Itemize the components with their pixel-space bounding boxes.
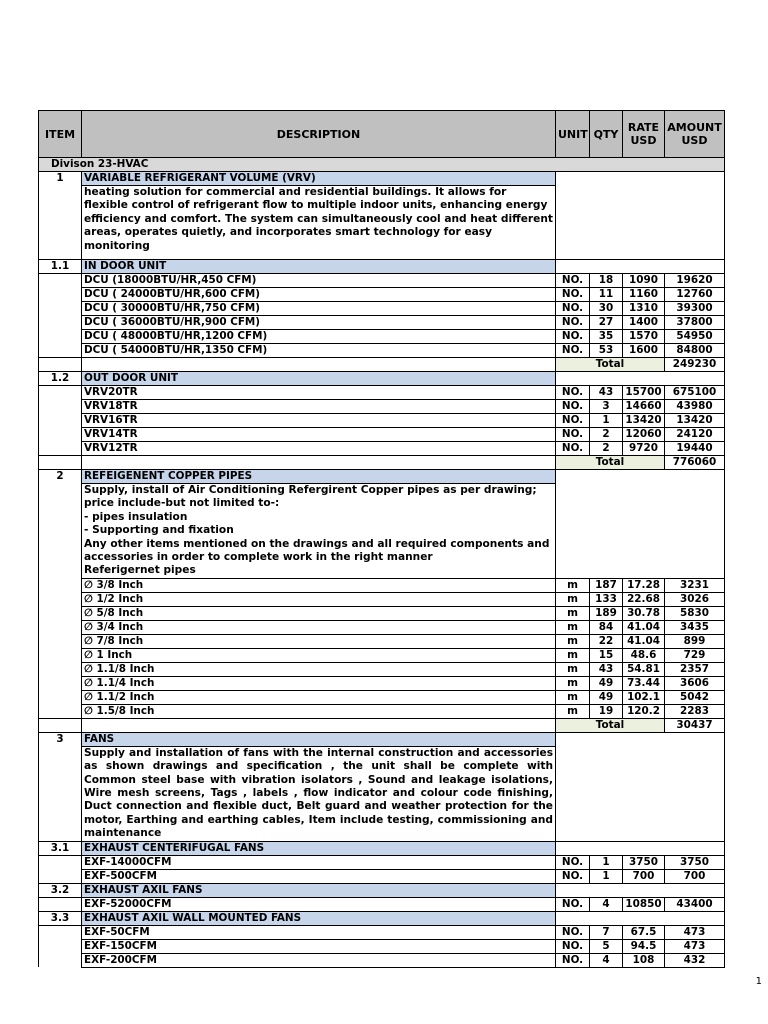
line-amount: 899	[665, 634, 725, 648]
line-amount: 2283	[665, 704, 725, 718]
line-qty: 4	[590, 897, 623, 911]
line-unit: NO.	[556, 330, 590, 344]
line-item-row	[39, 869, 725, 883]
item-number: 3.2	[39, 883, 82, 897]
line-rate: 1400	[623, 316, 665, 330]
section-description: Supply and installation of fans with the internal construction and accessories as shown drawings and specification , the unit shall be complete with Common steel base with vibration isolators , Sound and leakage isolations, Wire mesh screens, Tags , labels , flow indicator and colour code finishing, Duct connection and flexible duct, Belt guard and weather protection for the motor, Earthing and earthing cables, Item include testing, commissioning and maintenance	[82, 746, 556, 841]
line-amount: 43400	[665, 897, 725, 911]
item-number	[39, 400, 82, 414]
line-rate: 54.81	[623, 662, 665, 676]
item-number: 1.1	[39, 260, 82, 274]
line-item-row	[39, 953, 725, 967]
item-number	[39, 302, 82, 316]
item-number	[39, 274, 82, 288]
item-number: 3.1	[39, 841, 82, 855]
line-amount: 19440	[665, 442, 725, 456]
line-qty: 49	[590, 676, 623, 690]
line-unit: NO.	[556, 288, 590, 302]
line-description: ∅ 3/8 Inch	[82, 578, 556, 592]
description-row	[39, 746, 725, 841]
line-qty: 18	[590, 274, 623, 288]
blank-cell	[556, 883, 725, 897]
line-amount: 675100	[665, 386, 725, 400]
line-item-row	[39, 634, 725, 648]
line-qty: 53	[590, 344, 623, 358]
line-item-row	[39, 344, 725, 358]
line-rate: 700	[623, 869, 665, 883]
section-title-row	[39, 911, 725, 925]
header-unit: UNIT	[556, 111, 590, 158]
section-description-text: heating solution for commercial and residential buildings. It allows for flexible control of refrigerant flow to multiple indoor units, enhancing energy efficiency and comfort. The system can simultaneously cool and heat different areas, operates quietly, and incorporates smart technology for easy monitoring	[84, 186, 553, 252]
line-amount: 473	[665, 925, 725, 939]
line-unit: m	[556, 676, 590, 690]
line-qty: 2	[590, 428, 623, 442]
line-description: DCU ( 24000BTU/HR,600 CFM)	[82, 288, 556, 302]
line-rate: 3750	[623, 855, 665, 869]
line-amount: 473	[665, 939, 725, 953]
line-rate: 48.6	[623, 648, 665, 662]
line-description: ∅ 1.5/8 Inch	[82, 704, 556, 718]
blank-cell	[556, 172, 725, 186]
line-unit: m	[556, 634, 590, 648]
item-number	[39, 648, 82, 662]
item-number	[39, 442, 82, 456]
line-item-row	[39, 592, 725, 606]
line-description: ∅ 1 Inch	[82, 648, 556, 662]
header-qty: QTY	[590, 111, 623, 158]
item-number: 1	[39, 172, 82, 186]
line-amount: 19620	[665, 274, 725, 288]
line-item-row	[39, 316, 725, 330]
line-item-row	[39, 442, 725, 456]
total-label: Total	[556, 358, 665, 372]
line-qty: 27	[590, 316, 623, 330]
item-number	[39, 620, 82, 634]
line-amount: 24120	[665, 428, 725, 442]
line-unit: NO.	[556, 400, 590, 414]
line-item-row	[39, 939, 725, 953]
line-rate: 67.5	[623, 925, 665, 939]
section-title: EXHAUST CENTERIFUGAL FANS	[82, 841, 556, 855]
line-description: VRV20TR	[82, 386, 556, 400]
line-amount: 2357	[665, 662, 725, 676]
line-unit: m	[556, 578, 590, 592]
item-number	[39, 288, 82, 302]
item-number	[39, 358, 82, 372]
item-number	[39, 330, 82, 344]
line-rate: 41.04	[623, 634, 665, 648]
line-amount: 54950	[665, 330, 725, 344]
header-item: ITEM	[39, 111, 82, 158]
line-qty: 189	[590, 606, 623, 620]
line-unit: NO.	[556, 274, 590, 288]
section-title-row	[39, 372, 725, 386]
line-unit: m	[556, 606, 590, 620]
line-item-row	[39, 704, 725, 718]
line-description: VRV18TR	[82, 400, 556, 414]
header-row	[39, 111, 725, 158]
item-number	[39, 316, 82, 330]
line-item-row	[39, 925, 725, 939]
item-number	[39, 869, 82, 883]
line-description: DCU ( 54000BTU/HR,1350 CFM)	[82, 344, 556, 358]
description-row	[39, 186, 725, 260]
division-title: Divison 23-HVAC	[39, 158, 725, 172]
section-title-row	[39, 732, 725, 746]
section-title: FANS	[82, 732, 556, 746]
line-amount: 12760	[665, 288, 725, 302]
line-rate: 9720	[623, 442, 665, 456]
line-qty: 1	[590, 414, 623, 428]
line-item-row	[39, 578, 725, 592]
item-number	[39, 718, 82, 732]
line-description: ∅ 5/8 Inch	[82, 606, 556, 620]
line-item-row	[39, 302, 725, 316]
line-description: VRV12TR	[82, 442, 556, 456]
line-unit: m	[556, 620, 590, 634]
description-line: - Supporting and fixation	[84, 524, 234, 537]
line-qty: 11	[590, 288, 623, 302]
division-row	[39, 158, 725, 172]
line-unit: NO.	[556, 344, 590, 358]
line-rate: 14660	[623, 400, 665, 414]
line-unit: NO.	[556, 302, 590, 316]
line-qty: 2	[590, 442, 623, 456]
item-number: 3.3	[39, 911, 82, 925]
line-qty: 187	[590, 578, 623, 592]
line-amount: 3026	[665, 592, 725, 606]
section-title-row	[39, 470, 725, 484]
line-description: EXF-500CFM	[82, 869, 556, 883]
line-unit: m	[556, 690, 590, 704]
item-number: 2	[39, 470, 82, 484]
line-rate: 1090	[623, 274, 665, 288]
item-number	[39, 855, 82, 869]
line-unit: NO.	[556, 869, 590, 883]
line-rate: 41.04	[623, 620, 665, 634]
item-number	[39, 897, 82, 911]
total-amount: 249230	[665, 358, 725, 372]
line-qty: 30	[590, 302, 623, 316]
line-qty: 5	[590, 939, 623, 953]
item-number	[39, 428, 82, 442]
line-description: DCU ( 30000BTU/HR,750 CFM)	[82, 302, 556, 316]
line-rate: 12060	[623, 428, 665, 442]
line-description: ∅ 7/8 Inch	[82, 634, 556, 648]
blank-cell	[556, 372, 725, 386]
line-qty: 3	[590, 400, 623, 414]
blank-cell	[82, 718, 556, 732]
blank-cell	[556, 911, 725, 925]
line-description: ∅ 1.1/4 Inch	[82, 676, 556, 690]
line-description: VRV16TR	[82, 414, 556, 428]
line-qty: 43	[590, 662, 623, 676]
header-description: DESCRIPTION	[82, 111, 556, 158]
line-item-row	[39, 400, 725, 414]
line-qty: 35	[590, 330, 623, 344]
line-rate: 94.5	[623, 939, 665, 953]
line-amount: 5830	[665, 606, 725, 620]
total-amount: 30437	[665, 718, 725, 732]
item-number	[39, 634, 82, 648]
item-number	[39, 414, 82, 428]
page-number: 1	[755, 976, 762, 987]
line-qty: 15	[590, 648, 623, 662]
description-line: Referigernet pipes	[84, 564, 196, 577]
section-title: REFEIGENENT COPPER PIPES	[82, 470, 556, 484]
line-rate: 102.1	[623, 690, 665, 704]
total-label: Total	[556, 718, 665, 732]
line-rate: 22.68	[623, 592, 665, 606]
line-description: ∅ 1/2 Inch	[82, 592, 556, 606]
line-item-row	[39, 288, 725, 302]
line-qty: 7	[590, 925, 623, 939]
line-item-row	[39, 620, 725, 634]
blank-cell	[556, 746, 725, 841]
section-description	[82, 484, 556, 579]
line-rate: 73.44	[623, 676, 665, 690]
blank-cell	[556, 732, 725, 746]
item-number	[39, 690, 82, 704]
line-rate: 10850	[623, 897, 665, 911]
line-qty: 49	[590, 690, 623, 704]
line-item-row	[39, 428, 725, 442]
item-number	[39, 186, 82, 260]
section-title-row	[39, 172, 725, 186]
line-qty: 22	[590, 634, 623, 648]
line-qty: 19	[590, 704, 623, 718]
line-amount: 3606	[665, 676, 725, 690]
line-amount: 3231	[665, 578, 725, 592]
line-rate: 1600	[623, 344, 665, 358]
blank-cell	[556, 260, 725, 274]
line-description: DCU ( 48000BTU/HR,1200 CFM)	[82, 330, 556, 344]
blank-cell	[82, 456, 556, 470]
line-qty: 4	[590, 953, 623, 967]
line-rate: 108	[623, 953, 665, 967]
line-qty: 43	[590, 386, 623, 400]
line-unit: NO.	[556, 939, 590, 953]
line-qty: 84	[590, 620, 623, 634]
line-item-row	[39, 676, 725, 690]
item-number	[39, 578, 82, 592]
line-qty: 133	[590, 592, 623, 606]
line-rate: 1160	[623, 288, 665, 302]
section-title: VARIABLE REFRIGERANT VOLUME (VRV)	[82, 172, 556, 186]
item-number	[39, 606, 82, 620]
blank-cell	[556, 484, 725, 579]
item-number	[39, 456, 82, 470]
item-number	[39, 953, 82, 967]
line-item-row	[39, 897, 725, 911]
line-unit: NO.	[556, 316, 590, 330]
line-amount: 432	[665, 953, 725, 967]
line-description: ∅ 3/4 Inch	[82, 620, 556, 634]
item-number	[39, 925, 82, 939]
line-item-row	[39, 330, 725, 344]
line-rate: 1310	[623, 302, 665, 316]
line-amount: 729	[665, 648, 725, 662]
item-number	[39, 662, 82, 676]
line-description: ∅ 1.1/2 Inch	[82, 690, 556, 704]
blank-cell	[82, 358, 556, 372]
section-title-row	[39, 841, 725, 855]
line-unit: NO.	[556, 925, 590, 939]
section-title: EXHAUST AXIL FANS	[82, 883, 556, 897]
item-number: 3	[39, 732, 82, 746]
item-number	[39, 704, 82, 718]
section-title-row	[39, 883, 725, 897]
line-rate: 17.28	[623, 578, 665, 592]
line-amount: 13420	[665, 414, 725, 428]
section-title: EXHAUST AXIL WALL MOUNTED FANS	[82, 911, 556, 925]
line-item-row	[39, 690, 725, 704]
line-amount: 43980	[665, 400, 725, 414]
line-amount: 37800	[665, 316, 725, 330]
line-amount: 39300	[665, 302, 725, 316]
line-description: EXF-52000CFM	[82, 897, 556, 911]
line-unit: NO.	[556, 442, 590, 456]
line-item-row	[39, 414, 725, 428]
section-title-row	[39, 260, 725, 274]
section-title: IN DOOR UNIT	[82, 260, 556, 274]
total-row	[39, 456, 725, 470]
line-description: EXF-14000CFM	[82, 855, 556, 869]
line-unit: NO.	[556, 414, 590, 428]
line-description: EXF-50CFM	[82, 925, 556, 939]
line-amount: 3435	[665, 620, 725, 634]
item-number	[39, 344, 82, 358]
section-description	[82, 186, 556, 260]
line-rate: 13420	[623, 414, 665, 428]
line-description: VRV14TR	[82, 428, 556, 442]
total-amount: 776060	[665, 456, 725, 470]
blank-cell	[556, 841, 725, 855]
line-unit: NO.	[556, 953, 590, 967]
header-rate: RATE USD	[623, 111, 665, 158]
item-number	[39, 676, 82, 690]
line-amount: 700	[665, 869, 725, 883]
line-item-row	[39, 386, 725, 400]
line-unit: NO.	[556, 428, 590, 442]
description-line: Any other items mentioned on the drawings and all required components and accessories in order to complete work in the right manner	[84, 537, 550, 564]
total-row	[39, 358, 725, 372]
line-rate: 15700	[623, 386, 665, 400]
line-unit: NO.	[556, 386, 590, 400]
line-item-row	[39, 855, 725, 869]
section-title: OUT DOOR UNIT	[82, 372, 556, 386]
line-description: EXF-150CFM	[82, 939, 556, 953]
line-description: DCU (18000BTU/HR,450 CFM)	[82, 274, 556, 288]
item-number	[39, 939, 82, 953]
line-rate: 1570	[623, 330, 665, 344]
line-description: EXF-200CFM	[82, 953, 556, 967]
line-unit: m	[556, 648, 590, 662]
line-rate: 120.2	[623, 704, 665, 718]
description-line: - pipes insulation	[84, 510, 188, 523]
line-item-row	[39, 662, 725, 676]
blank-cell	[556, 186, 725, 260]
description-line: Supply, install of Air Conditioning Refergirent Copper pipes as per drawing; price include-but not limited to-:	[84, 484, 537, 510]
line-description: ∅ 1.1/8 Inch	[82, 662, 556, 676]
line-unit: NO.	[556, 855, 590, 869]
item-number: 1.2	[39, 372, 82, 386]
blank-cell	[556, 470, 725, 484]
boq-table	[38, 110, 725, 968]
line-amount: 3750	[665, 855, 725, 869]
line-unit: m	[556, 704, 590, 718]
item-number	[39, 484, 82, 579]
line-item-row	[39, 648, 725, 662]
item-number	[39, 592, 82, 606]
line-unit: m	[556, 592, 590, 606]
description-row	[39, 484, 725, 579]
line-description: DCU ( 36000BTU/HR,900 CFM)	[82, 316, 556, 330]
line-item-row	[39, 606, 725, 620]
item-number	[39, 746, 82, 841]
line-unit: NO.	[556, 897, 590, 911]
line-qty: 1	[590, 855, 623, 869]
line-rate: 30.78	[623, 606, 665, 620]
line-unit: m	[556, 662, 590, 676]
line-amount: 5042	[665, 690, 725, 704]
total-label: Total	[556, 456, 665, 470]
item-number	[39, 386, 82, 400]
line-item-row	[39, 274, 725, 288]
total-row	[39, 718, 725, 732]
line-qty: 1	[590, 869, 623, 883]
line-amount: 84800	[665, 344, 725, 358]
header-amount: AMOUNT USD	[665, 111, 725, 158]
